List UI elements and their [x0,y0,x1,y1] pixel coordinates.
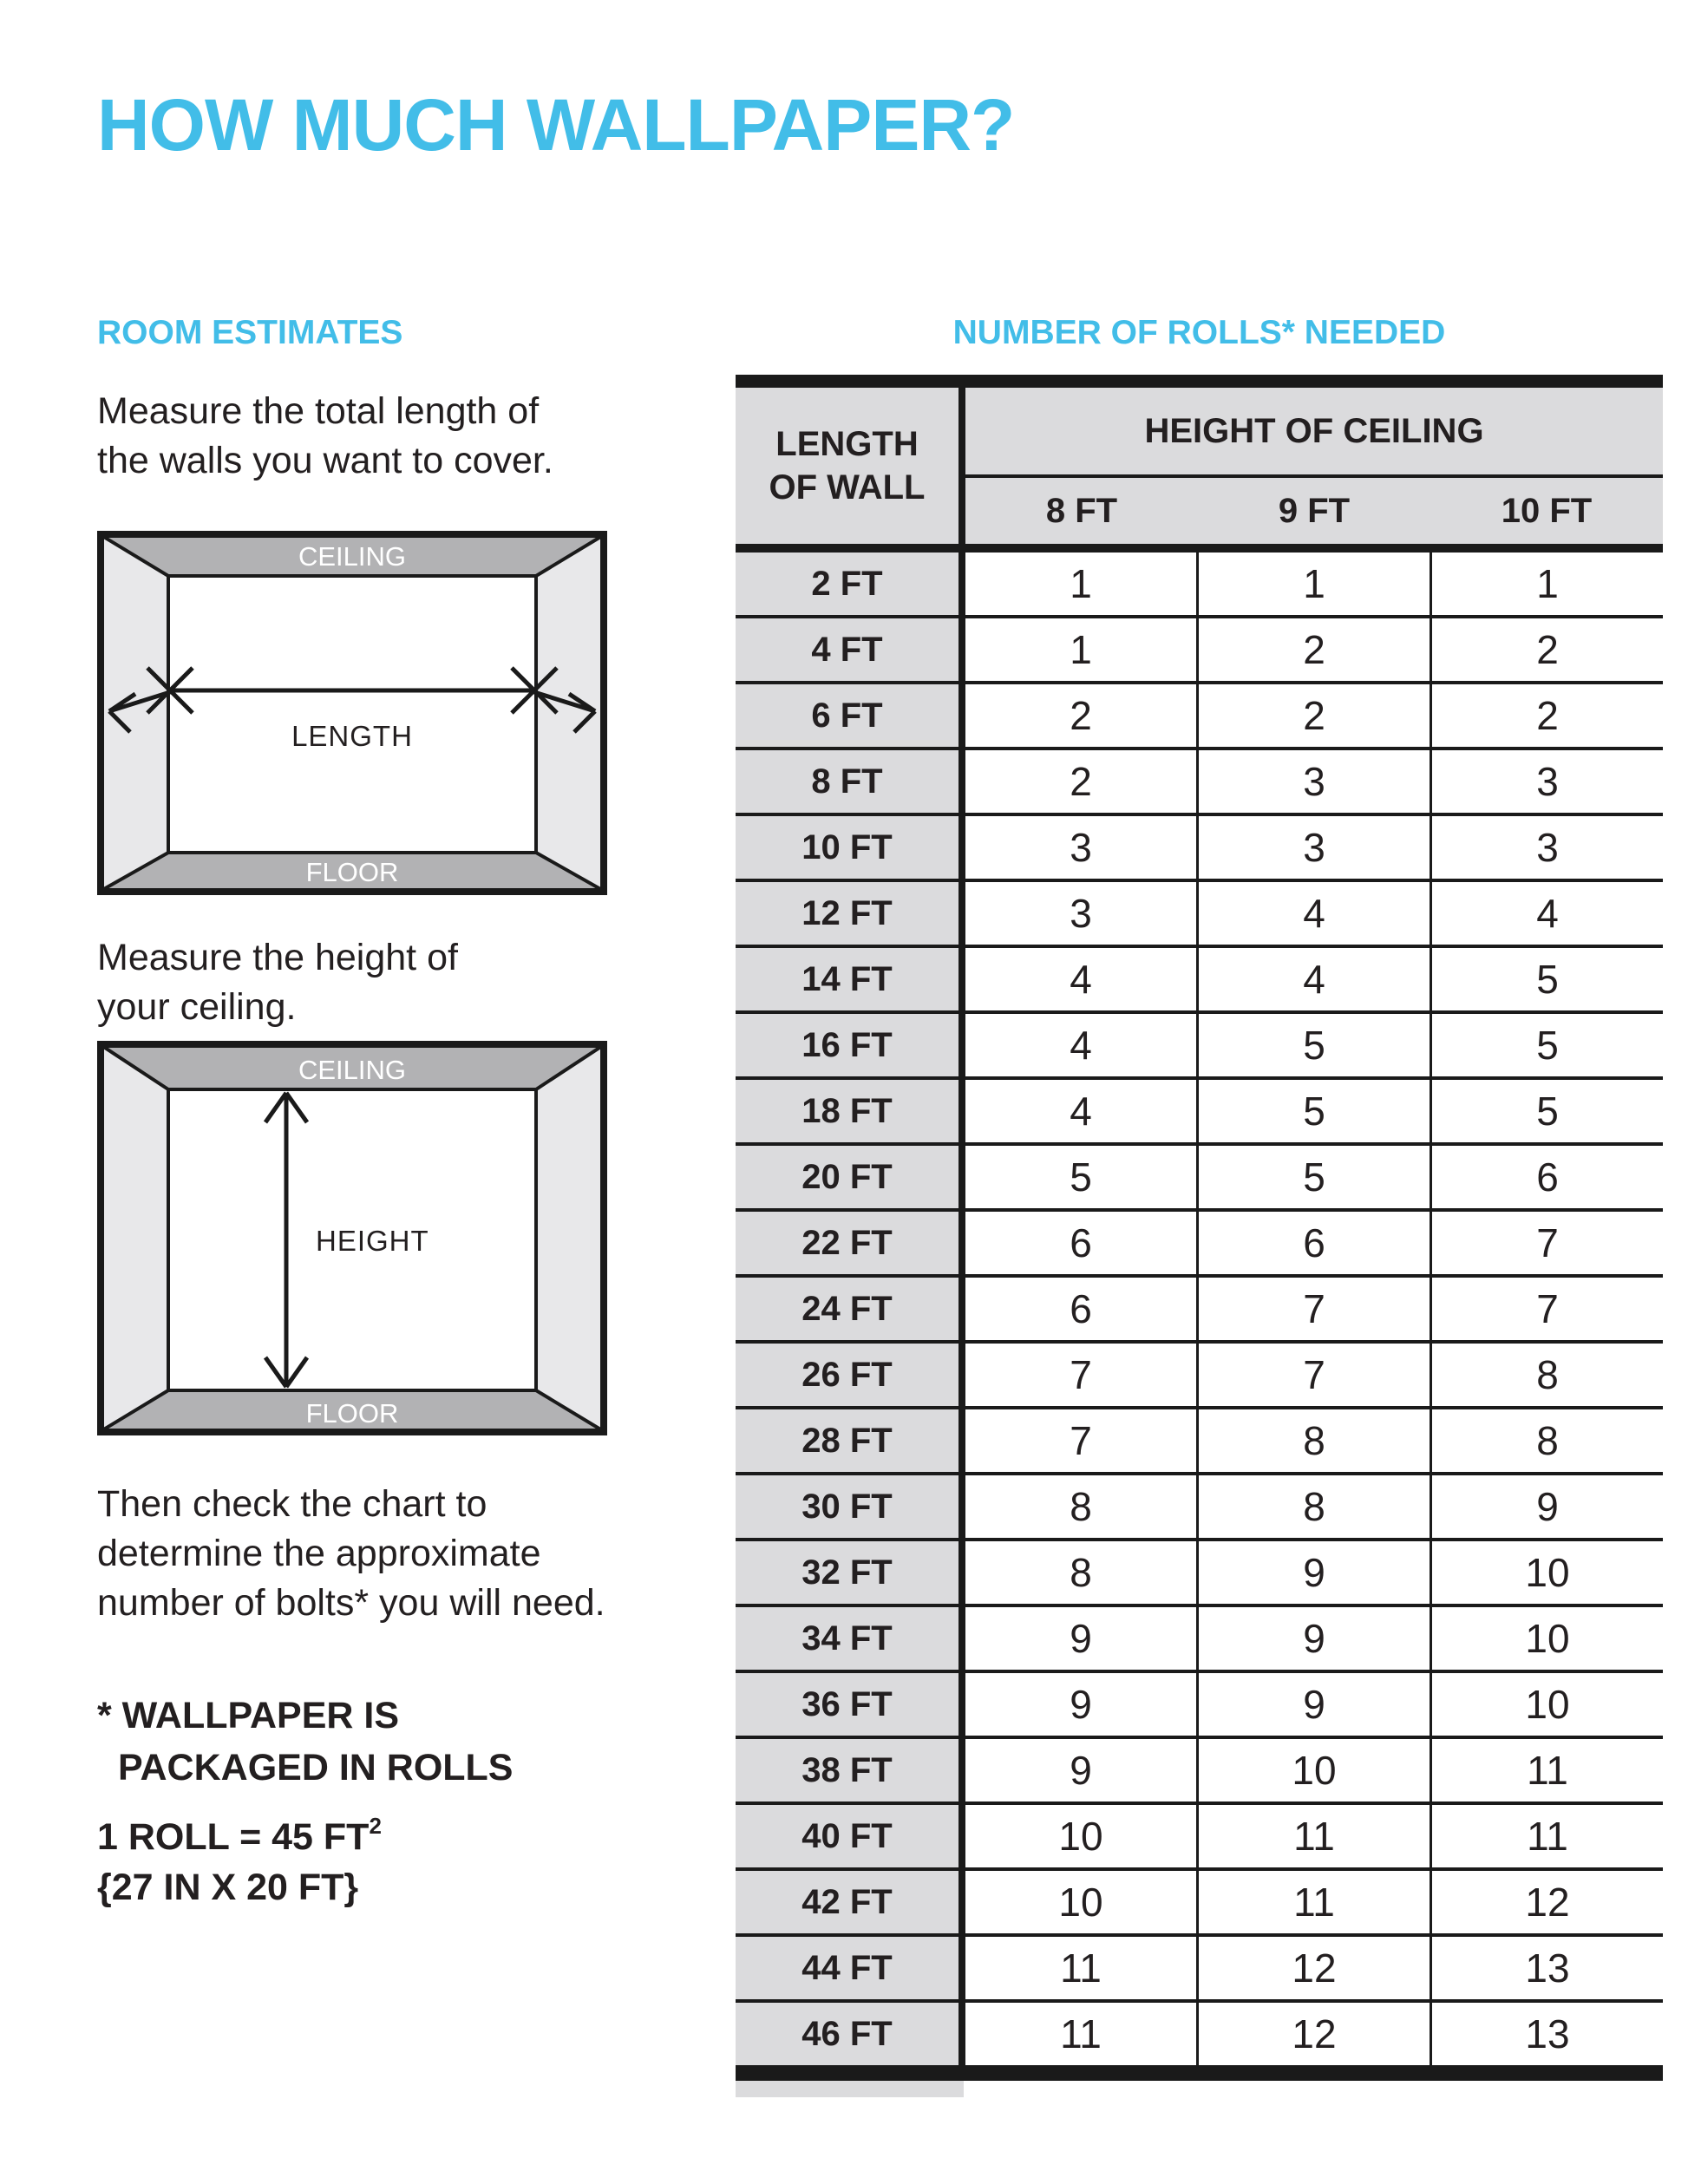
rolls-value-cell: 5 [1199,1080,1432,1142]
table-top-bar [736,375,1663,388]
table-row [736,1739,1663,1805]
rolls-value-cell: 4 [965,1080,1199,1142]
rolls-value-cell: 2 [1536,693,1559,738]
rolls-value-cell: 10 [1525,1550,1570,1595]
row-label: 18 FT [736,1080,965,1142]
row-header-cell: LENGTH OF WALL [736,388,965,544]
table-bottom-bar [736,2069,1663,2081]
table-row [736,684,1663,750]
rolls-value-cell: 9 [965,1607,1199,1670]
ceiling-label: CEILING [298,1055,407,1085]
rolls-value-cell: 7 [1199,1344,1432,1406]
row-label: 10 FT [736,816,965,879]
rolls-value-cell: 11 [1527,1748,1568,1793]
table-row [736,1475,1663,1541]
table-row [736,1014,1663,1080]
rolls-value-cell: 10 [965,1871,1199,1933]
table-row [736,948,1663,1014]
rolls-value-cell: 2 [965,684,1199,747]
rolls-value-cell: 10 [1525,1616,1570,1661]
room-height-diagram [97,1041,607,1435]
table-row [736,816,1663,882]
room-estimates-heading: ROOM ESTIMATES [97,314,403,351]
row-label: 28 FT [736,1409,965,1472]
table-row [736,1278,1663,1344]
table-row [736,618,1663,684]
row-label: 6 FT [736,684,965,747]
table-row [736,1212,1663,1278]
table-header [736,388,1663,553]
height-label: HEIGHT [316,1225,429,1257]
row-label: 16 FT [736,1014,965,1076]
rolls-value-cell: 1 [965,618,1199,681]
rolls-value-cell: 7 [1536,1220,1559,1265]
rolls-value-cell: 10 [1199,1739,1432,1801]
table-row [736,1409,1663,1475]
rolls-value-cell: 5 [1199,1014,1432,1076]
rolls-value-cell: 5 [1536,1023,1559,1068]
rolls-value-cell: 11 [1199,1871,1432,1933]
table-row [736,1344,1663,1409]
row-label: 42 FT [736,1871,965,1933]
col-header-8ft: 8 FT [1045,491,1118,530]
table-row [736,1673,1663,1739]
row-label: 2 FT [736,553,965,615]
rolls-value-cell: 2 [1199,618,1432,681]
rolls-value-cell: 8 [965,1541,1199,1604]
table-row [736,1146,1663,1212]
rolls-value-cell: 5 [965,1146,1199,1208]
rolls-value-cell: 3 [1536,759,1559,804]
instruction-height: Measure the height of your ceiling. [97,937,458,1028]
rolls-value-cell: 10 [1525,1682,1570,1727]
column-subheaders [965,478,1663,544]
rolls-value-cell: 3 [1536,825,1559,870]
rolls-value-cell: 11 [1527,1814,1568,1859]
row-label: 32 FT [736,1541,965,1604]
rolls-value-cell: 9 [1199,1541,1432,1604]
table-row [736,882,1663,948]
roll-size-note: 1 ROLL = 45 $FT^2$ {27 IN X 20 FT} [97,1813,382,1908]
row-label: 38 FT [736,1739,965,1801]
row-label: 30 FT [736,1475,965,1538]
col-header-10ft: 10 FT [1501,491,1593,530]
rolls-value-cell: 7 [1199,1278,1432,1340]
row-label: 22 FT [736,1212,965,1274]
row-label: 26 FT [736,1344,965,1406]
rolls-value-cell: 8 [965,1475,1199,1538]
row-label: 20 FT [736,1146,965,1208]
rolls-value-cell: 3 [1199,750,1432,813]
rolls-value-cell: 5 [1536,1089,1559,1134]
rolls-value-cell: 11 [965,2003,1199,2065]
row-label: 4 FT [736,618,965,681]
rolls-value-cell: 5 [1536,957,1559,1002]
rolls-value-cell: 1 [1199,553,1432,615]
table-row [736,1871,1663,1937]
table-row [736,1541,1663,1607]
row-label: 36 FT [736,1673,965,1736]
rolls-value-cell: 13 [1525,1945,1570,1991]
table-row [736,1805,1663,1871]
rolls-value-cell: 6 [965,1278,1199,1340]
row-label: 12 FT [736,882,965,945]
table-row [736,1937,1663,2003]
row-label: 24 FT [736,1278,965,1340]
floor-label: FLOOR [305,857,399,887]
rolls-value-cell: 6 [1536,1154,1559,1200]
page-title: HOW MUCH WALLPAPER? [97,84,1015,166]
table-row [736,750,1663,816]
rolls-value-cell: 9 [965,1739,1199,1801]
rolls-value-cell: 8 [1536,1352,1559,1397]
row-label: 44 FT [736,1937,965,1999]
rolls-value-cell: 10 [965,1805,1199,1867]
rolls-value-cell: 2 [1199,684,1432,747]
rolls-value-cell: 9 [965,1673,1199,1736]
col-header-9ft: 9 FT [1278,491,1351,530]
wallpaper-note: * WALLPAPER IS PACKAGED IN ROLLS [97,1695,514,1788]
table-bottom-gray-tab [736,2081,964,2097]
column-group-header: HEIGHT OF CEILING [965,388,1663,478]
table-row [736,1607,1663,1673]
row-label: 14 FT [736,948,965,1010]
table-rows [736,553,1663,2069]
rolls-value-cell: 4 [965,948,1199,1010]
rolls-value-cell: 11 [965,1937,1199,1999]
rolls-value-cell: 2 [965,750,1199,813]
table-row [736,553,1663,618]
row-label: 34 FT [736,1607,965,1670]
rolls-value-cell: 4 [1199,948,1432,1010]
rolls-value-cell: 1 [965,553,1199,615]
rolls-value-cell: 7 [965,1344,1199,1406]
rolls-value-cell: 9 [1199,1607,1432,1670]
rolls-value-cell: 11 [1199,1805,1432,1867]
table-row [736,1080,1663,1146]
floor-label: FLOOR [305,1398,399,1429]
rolls-value-cell: 12 [1199,1937,1432,1999]
rolls-value-cell: 13 [1525,2011,1570,2056]
rolls-value-cell: 3 [965,882,1199,945]
row-label: 46 FT [736,2003,965,2065]
rolls-value-cell: 8 [1199,1409,1432,1472]
rolls-value-cell: 8 [1536,1418,1559,1463]
length-label: LENGTH [291,720,413,752]
superscript-2: 2 [369,1813,382,1839]
rolls-value-cell: 12 [1199,2003,1432,2065]
rolls-value-cell: 9 [1199,1673,1432,1736]
rolls-value-cell: 9 [1536,1484,1559,1529]
rolls-value-cell: 4 [1199,882,1432,945]
rolls-value-cell: 7 [965,1409,1199,1472]
rolls-value-cell: 5 [1199,1146,1432,1208]
rolls-value-cell: 3 [965,816,1199,879]
room-length-diagram [97,531,607,895]
ceiling-label: CEILING [298,541,407,572]
instruction-length: Measure the total length of the walls you want to cover. [97,390,553,481]
rolls-value-cell: 7 [1536,1286,1559,1331]
instruction-chart: Then check the chart to determine the approximate number of bolts* you will need. [97,1483,605,1624]
rolls-value-cell: 1 [1536,561,1559,606]
rolls-table [736,375,1663,2097]
row-label: 8 FT [736,750,965,813]
table-row [736,2003,1663,2069]
rolls-value-cell: 6 [965,1212,1199,1274]
rolls-value-cell: 4 [965,1014,1199,1076]
rolls-needed-heading: NUMBER OF ROLLS* NEEDED [952,314,1446,351]
rolls-value-cell: 8 [1199,1475,1432,1538]
rolls-value-cell: 2 [1536,627,1559,672]
rolls-value-cell: 4 [1536,891,1559,936]
rolls-value-cell: 12 [1525,1880,1570,1925]
row-label: 40 FT [736,1805,965,1867]
rolls-value-cell: 3 [1199,816,1432,879]
rolls-value-cell: 6 [1199,1212,1432,1274]
